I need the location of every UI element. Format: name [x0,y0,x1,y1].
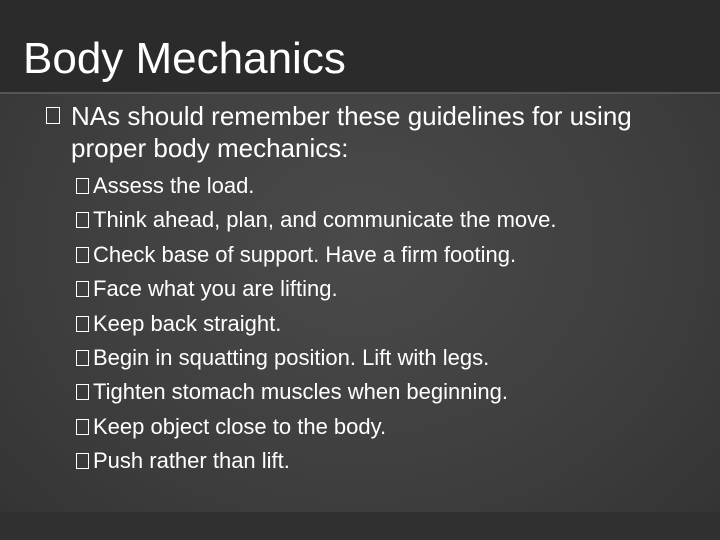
guideline-text: Push rather than lift. [93,448,290,474]
bullet-box-icon [76,419,89,435]
guidelines-list [76,169,557,479]
slide-title: Body Mechanics [23,34,346,83]
bottom-bar [0,512,720,540]
guideline-item [76,410,557,444]
guideline-text: Keep back straight. [93,310,282,336]
main-bullet [46,100,686,164]
bullet-box-icon [46,107,60,124]
guideline-text: Assess the load. [93,173,255,198]
guideline-text: Face what you are lifting. [93,276,338,302]
guideline-text: Tighten stomach muscles when beginning. [93,379,508,405]
main-bullet-text: NAs should remember these guidelines for using proper body mechanics: [71,101,632,163]
bullet-box-icon [76,350,89,366]
bullet-box-icon [76,281,89,297]
guideline-item [76,169,557,203]
guideline-item [76,238,557,272]
guideline-text: Check base of support. Have a firm footing. [93,241,517,267]
guideline-item [76,341,557,375]
guideline-item [76,444,557,478]
guideline-item [76,203,557,237]
guideline-item [76,375,557,409]
bullet-box-icon [76,212,89,228]
bullet-box-icon [76,453,89,469]
guideline-item [76,307,557,341]
bullet-box-icon [76,384,89,400]
guideline-text: Begin in squatting position. Lift with legs. [93,344,490,370]
guideline-text: Keep object close to the body. [93,413,387,439]
bullet-box-icon [76,247,89,263]
guideline-item [76,272,557,306]
guideline-text: Think ahead, plan, and communicate the move. [93,207,557,233]
bullet-box-icon [76,178,89,194]
bullet-box-icon [76,316,89,332]
